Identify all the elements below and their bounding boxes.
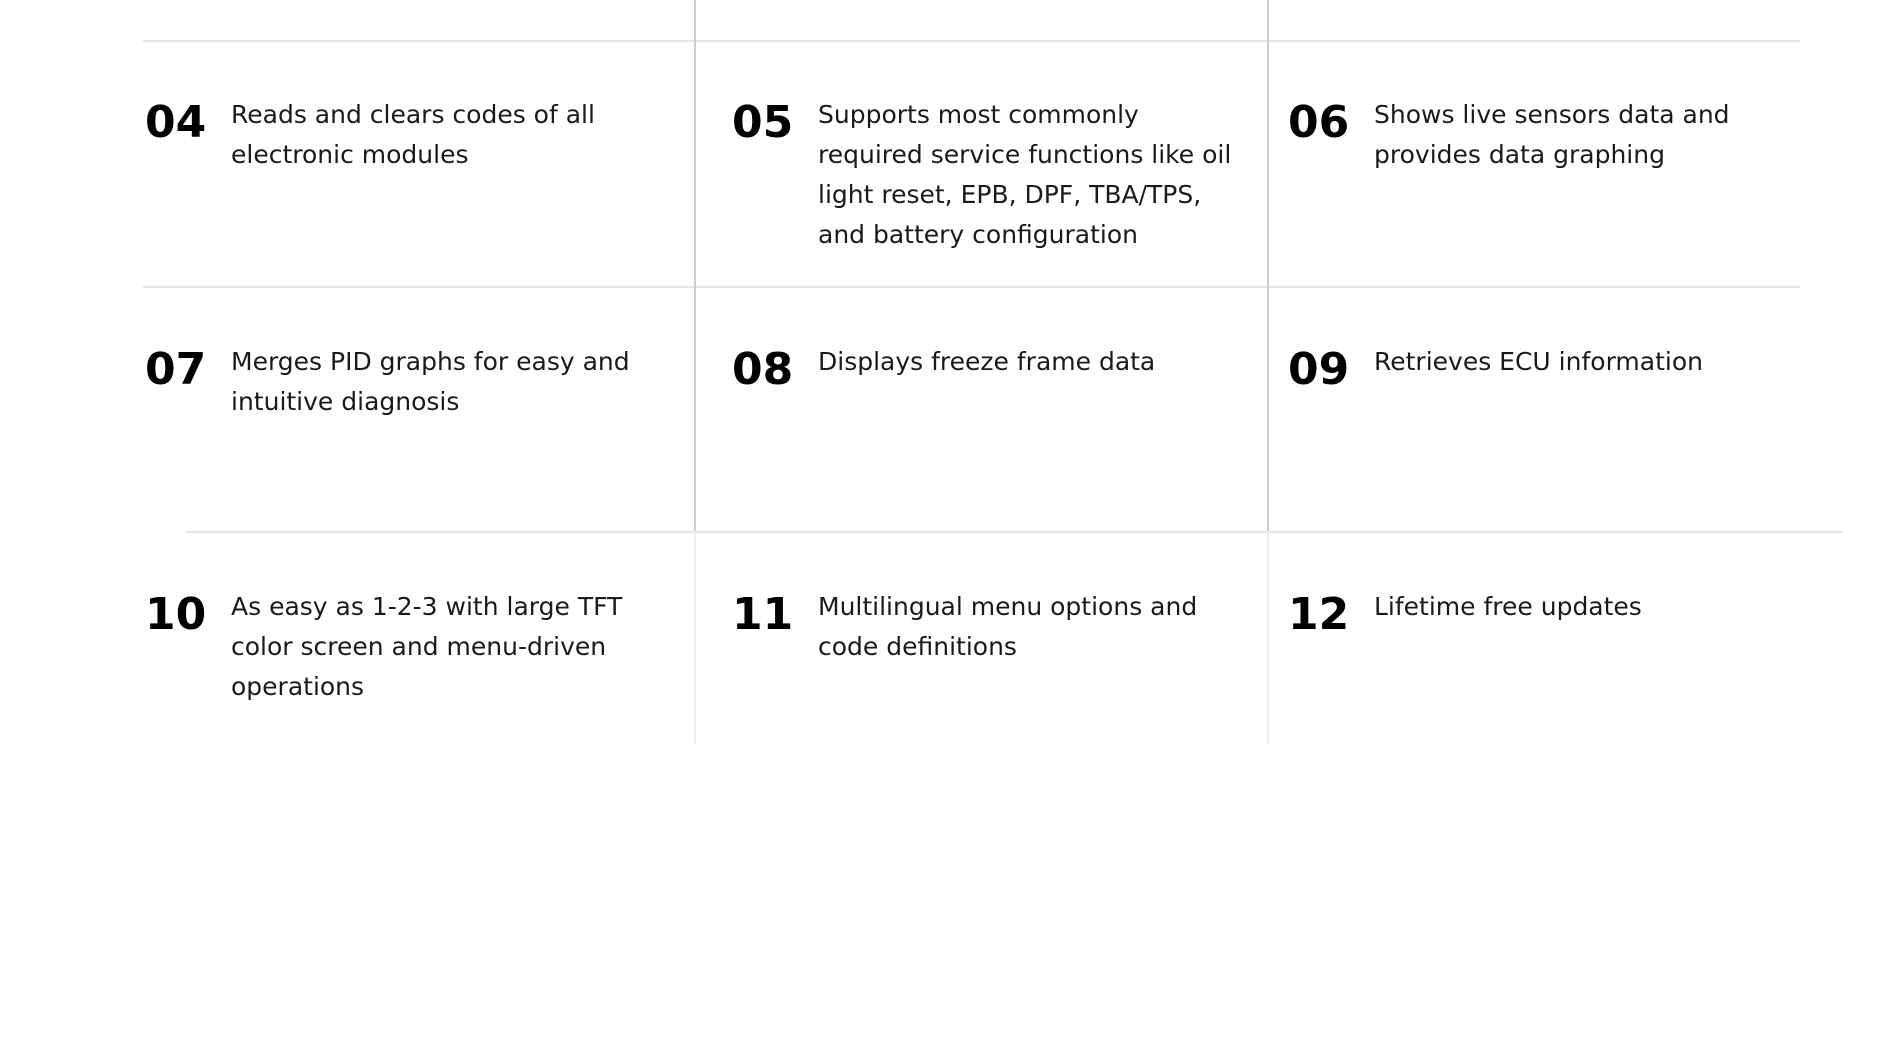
feature-description: Retrieves ECU information (1374, 347, 1703, 376)
column-divider-right (1267, 0, 1269, 531)
feature-number: 04 (145, 97, 207, 148)
feature-description: Reads and clears codes of all electronic modules (231, 100, 595, 169)
feature-item (732, 342, 1238, 395)
row-divider-top (143, 40, 1800, 42)
feature-item (1288, 342, 1774, 395)
feature-item (145, 342, 661, 422)
row-divider-middle (143, 286, 1800, 288)
column-divider-right-lower (1267, 531, 1269, 744)
feature-description: Multilingual menu options and code definitions (818, 592, 1198, 661)
feature-item (145, 95, 661, 175)
feature-item (732, 587, 1238, 667)
feature-description: Merges PID graphs for easy and intuitive diagnosis (231, 347, 630, 416)
feature-item (145, 587, 661, 707)
feature-number: 09 (1288, 344, 1350, 395)
feature-description: Shows live sensors data and provides data graphing (1374, 100, 1730, 169)
feature-description: Supports most commonly required service functions like oil light reset, EPB, DPF, TBA/TPS, and battery configuration (818, 100, 1232, 249)
feature-number: 07 (145, 344, 207, 395)
column-divider-left (694, 0, 696, 531)
feature-item (1288, 95, 1774, 175)
feature-number: 08 (732, 344, 794, 395)
feature-number: 10 (145, 589, 207, 640)
feature-description: As easy as 1-2-3 with large TFT color screen and menu-driven operations (231, 592, 623, 701)
feature-item (1288, 587, 1774, 640)
row-divider-bottom (186, 531, 1843, 533)
feature-number: 05 (732, 97, 794, 148)
feature-description: Displays freeze frame data (818, 347, 1156, 376)
feature-description: Lifetime free updates (1374, 592, 1642, 621)
feature-number: 12 (1288, 589, 1350, 640)
feature-number: 11 (732, 589, 794, 640)
column-divider-left-lower (694, 531, 696, 744)
feature-number: 06 (1288, 97, 1350, 148)
feature-item (732, 95, 1238, 255)
